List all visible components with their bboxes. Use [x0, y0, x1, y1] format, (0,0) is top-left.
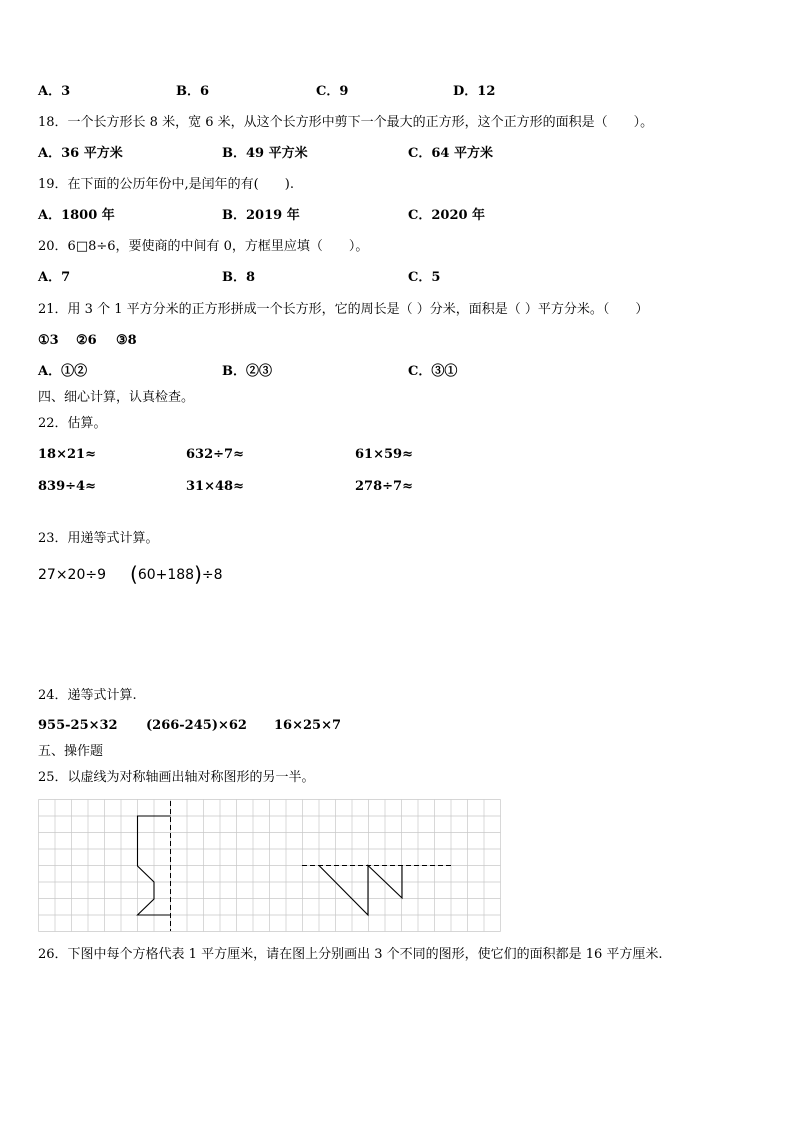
section-5-heading: 五、操作题 — [38, 744, 104, 759]
q21-choice-3: ③8 — [116, 333, 137, 348]
q20-option-b: B．8 — [222, 270, 256, 285]
q22-expr-4: 839÷4≈ — [38, 479, 96, 494]
q20-question: 20．6□8÷6，要使商的中间有 0，方框里应填（ ）。 — [38, 239, 369, 254]
q21-choice-1: ①3 — [38, 333, 59, 348]
q26-question: 26．下图中每个方格代表 1 平方厘米，请在图上分别画出 3 个不同的图形，使它们的面积都是 16 平方厘米. — [38, 947, 663, 962]
q24-question: 24．递等式计算. — [38, 688, 137, 703]
q17-option-a: A．3 — [38, 84, 71, 99]
q21-option-c: C．③① — [408, 364, 458, 379]
q21-option-a: A．①② — [38, 364, 88, 379]
q25-question: 25．以虚线为对称轴画出轴对称图形的另一半。 — [38, 770, 315, 785]
q23-question: 23．用递等式计算。 — [38, 531, 159, 546]
q23-expr-1: 27×20÷9 — [38, 567, 106, 583]
q23-expr-2 — [130, 564, 223, 585]
q21-option-b: B．②③ — [222, 364, 272, 379]
q23-open-paren: ( — [130, 562, 138, 586]
q19-option-a: A．1800 年 — [38, 208, 115, 223]
q22-expr-2: 632÷7≈ — [186, 447, 244, 462]
q22-question: 22．估算。 — [38, 416, 107, 431]
q21-question: 21．用 3 个 1 平方分米的正方形拼成一个长方形，它的周长是（ ）分米，面积是（ ）平方分米。（ ） — [38, 302, 649, 317]
q24-expr-3: 16×25×7 — [274, 718, 342, 733]
q24-expr-2: (266-245)×62 — [146, 718, 247, 733]
section-4-heading: 四、细心计算，认真检查。 — [38, 390, 195, 405]
q23-close-paren: ) — [194, 562, 202, 586]
q20-option-a: A．7 — [38, 270, 71, 285]
q18-question: 18．一个长方形长 8 米，宽 6 米，从这个长方形中剪下一个最大的正方形，这个正方形的面积是（ ）。 — [38, 115, 654, 130]
q24-expr-1: 955-25×32 — [38, 718, 118, 733]
q22-expr-3: 61×59≈ — [355, 447, 413, 462]
q21-choice-2: ②6 — [76, 333, 97, 348]
q19-question: 19．在下面的公历年份中,是闰年的有( ). — [38, 177, 294, 192]
q17-option-d: D．12 — [453, 84, 496, 99]
q22-expr-5: 31×48≈ — [186, 479, 244, 494]
q18-option-c: C．64 平方米 — [408, 146, 493, 161]
q22-expr-1: 18×21≈ — [38, 447, 96, 462]
q22-expr-6: 278÷7≈ — [355, 479, 413, 494]
q17-option-c: C．9 — [316, 84, 349, 99]
q23-expr-2-tail: ÷8 — [201, 567, 223, 583]
q18-option-b: B．49 平方米 — [222, 146, 308, 161]
q18-option-a: A．36 平方米 — [38, 146, 123, 161]
symmetry-grid — [38, 799, 503, 933]
q19-option-b: B．2019 年 — [222, 208, 300, 223]
q17-option-b: B．6 — [176, 84, 210, 99]
half-figure-right — [319, 866, 402, 916]
q23-expr-2-inner: 60+188 — [137, 567, 195, 583]
q19-option-c: C．2020 年 — [408, 208, 486, 223]
q20-option-c: C．5 — [408, 270, 441, 285]
